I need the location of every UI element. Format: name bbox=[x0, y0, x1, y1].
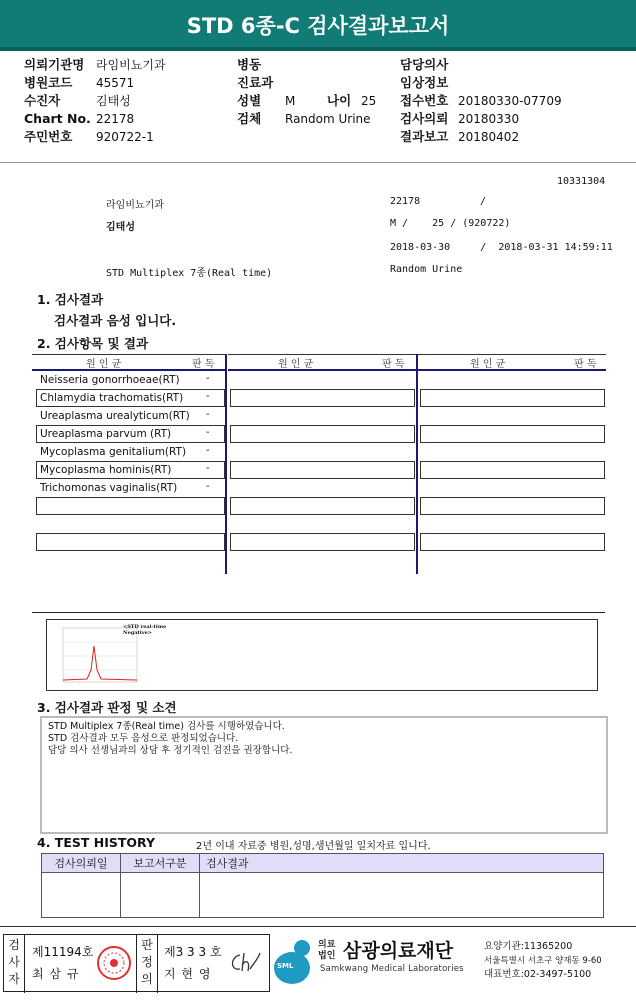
history-col-report-type: 보고서구분 bbox=[121, 854, 200, 873]
request-date-value: 20180330 bbox=[458, 112, 520, 126]
org-address: 서울특별시 서초구 양재동 9-60 bbox=[484, 956, 602, 966]
specimen-label: 검체 bbox=[237, 111, 262, 126]
patient-value: 김태성 bbox=[96, 94, 131, 108]
section4-title: 4. TEST HISTORY bbox=[37, 835, 156, 850]
report-code: 10331304 bbox=[557, 176, 606, 187]
organism-result: - bbox=[206, 373, 210, 384]
ward-label: 병동 bbox=[237, 57, 262, 72]
organism-result: - bbox=[206, 445, 210, 456]
specimen-value: Random Urine bbox=[285, 112, 371, 126]
summary-sex-age: M / 25 / (920722) bbox=[390, 218, 511, 229]
row-box bbox=[420, 497, 605, 515]
hospital-code-value: 45571 bbox=[96, 76, 135, 90]
summary-test: STD Multiplex 7종(Real time) bbox=[106, 268, 273, 279]
org-type-label: 의료법인 bbox=[318, 940, 336, 961]
row-box bbox=[230, 497, 415, 515]
row-box bbox=[420, 461, 605, 479]
org-name: 삼광의료재단 bbox=[343, 940, 454, 962]
doctor-signature-icon bbox=[226, 949, 262, 977]
age-value: 25 bbox=[361, 94, 377, 108]
sex-label: 성별 bbox=[237, 93, 262, 108]
resident-no-value: 920722-1 bbox=[96, 130, 154, 144]
footer-divider bbox=[0, 926, 636, 927]
signature-box bbox=[3, 934, 270, 992]
section-divider bbox=[32, 612, 605, 613]
doctor-license: 제3 3 3 호 bbox=[164, 945, 222, 959]
doctor-sign-label: 판정의 bbox=[136, 935, 158, 993]
hospital-code-label: 병원코드 bbox=[24, 75, 73, 90]
section1-result: 검사결과 음성 입니다. bbox=[54, 313, 177, 328]
row-box bbox=[420, 389, 605, 407]
organism-name: Mycoplasma hominis(RT) bbox=[40, 464, 172, 476]
org-contact bbox=[484, 940, 602, 982]
chart-no-label: Chart No. bbox=[24, 111, 91, 126]
inspector-label: 검사자 bbox=[4, 935, 25, 993]
graph-caption-1: <STD real-time bbox=[123, 624, 167, 630]
organism-name: Ureaplasma parvum (RT) bbox=[40, 428, 172, 440]
summary-dates: 2018-03-30 / 2018-03-31 14:59:11 bbox=[390, 242, 613, 253]
graph-caption-2: Negative> bbox=[123, 630, 152, 636]
opinion-box bbox=[40, 716, 608, 834]
section1-title: 1. 검사결과 bbox=[37, 292, 104, 307]
opinion-line: STD 검사결과 모두 음성으로 판정되었습니다. bbox=[48, 733, 239, 744]
organism-result: - bbox=[206, 463, 210, 474]
organism-result: - bbox=[206, 427, 210, 438]
dept-label: 진료과 bbox=[237, 75, 274, 90]
col1-organism-label: 원 인 균 bbox=[86, 359, 122, 370]
history-note: 2년 이내 자료중 병원,성명,생년월일 일치자료 입니다. bbox=[196, 841, 431, 852]
row-box bbox=[230, 389, 415, 407]
row-box bbox=[230, 533, 415, 551]
row-box bbox=[230, 425, 415, 443]
resident-no-label: 주민번호 bbox=[24, 129, 73, 144]
header-left bbox=[24, 56, 166, 146]
org-phone: 대표번호:02-3497-5100 bbox=[484, 969, 592, 980]
organism-result: - bbox=[206, 391, 210, 402]
title-underline bbox=[0, 47, 636, 51]
organism-result: - bbox=[206, 409, 210, 420]
receipt-no-label: 접수번호 bbox=[400, 93, 449, 108]
section2-title: 2. 검사항목 및 결과 bbox=[37, 336, 149, 351]
row-box bbox=[420, 533, 605, 551]
column-header-1 bbox=[32, 354, 226, 371]
col2-judge-label: 판 독 bbox=[382, 359, 405, 370]
care-code: 요양기관:11365200 bbox=[484, 941, 573, 952]
doctor-name: 지 현 영 bbox=[164, 967, 212, 981]
organism-name: Trichomonas vaginalis(RT) bbox=[40, 482, 178, 494]
history-table bbox=[41, 853, 604, 918]
patient-label: 수진자 bbox=[24, 93, 61, 108]
column-divider-2 bbox=[416, 354, 418, 574]
summary-chart: 22178 bbox=[390, 196, 421, 207]
age-label: 나이 bbox=[327, 93, 352, 108]
doctor-label: 담당의사 bbox=[400, 57, 449, 72]
report-date-label: 결과보고 bbox=[400, 129, 449, 144]
col3-judge-label: 판 독 bbox=[574, 359, 597, 370]
request-date-label: 검사의뢰 bbox=[400, 111, 449, 126]
inspector-name: 최 삼 규 bbox=[32, 967, 80, 981]
organism-name: Neisseria gonorrhoeae(RT) bbox=[40, 374, 180, 386]
col2-organism-label: 원 인 균 bbox=[278, 359, 314, 370]
summary-chart-slash: / bbox=[480, 196, 487, 207]
chart-no-value: 22178 bbox=[96, 112, 135, 126]
summary-specimen: Random Urine bbox=[390, 264, 463, 275]
column-header-2 bbox=[228, 354, 416, 371]
row-box bbox=[420, 425, 605, 443]
row-box bbox=[36, 533, 225, 551]
organism-name: Chlamydia trachomatis(RT) bbox=[40, 392, 184, 404]
history-col-result: 검사결과 bbox=[200, 854, 604, 873]
header-divider bbox=[0, 162, 636, 163]
organism-name: Ureaplasma urealyticum(RT) bbox=[40, 410, 190, 422]
header-middle bbox=[237, 56, 376, 128]
inspector-seal-icon bbox=[96, 945, 132, 981]
col3-organism-label: 원 인 균 bbox=[470, 359, 506, 370]
opinion-line: STD Multiplex 7종(Real time) 검사를 시행하였습니다. bbox=[48, 721, 285, 732]
column-divider-1 bbox=[225, 354, 227, 574]
row-box bbox=[230, 461, 415, 479]
history-cell bbox=[200, 873, 604, 918]
column-header-3 bbox=[418, 354, 606, 371]
header-right bbox=[400, 56, 562, 146]
opinion-line: 담당 의사 선생님과의 상담 후 정기적인 검진을 권장합니다. bbox=[48, 745, 293, 756]
org-name-english: Samkwang Medical Laboratories bbox=[320, 964, 464, 974]
history-col-request-date: 검사의뢰일 bbox=[42, 854, 121, 873]
col1-judge-label: 판 독 bbox=[192, 359, 215, 370]
organism-result: - bbox=[206, 481, 210, 492]
pcr-graph-frame bbox=[46, 619, 598, 691]
history-cell bbox=[42, 873, 121, 918]
organism-name: Mycoplasma genitalium(RT) bbox=[40, 446, 187, 458]
sex-value: M bbox=[285, 94, 296, 108]
clinic-value: 라임비뇨기과 bbox=[96, 58, 166, 72]
clinic-label: 의뢰기관명 bbox=[24, 57, 85, 72]
report-date-value: 20180402 bbox=[458, 130, 520, 144]
summary-name: 김태성 bbox=[106, 222, 135, 233]
sml-logo-text: SML bbox=[277, 962, 294, 970]
row-box bbox=[36, 497, 225, 515]
receipt-no-value: 20180330-07709 bbox=[458, 94, 562, 108]
inspector-license: 제11194호 bbox=[32, 945, 94, 959]
history-cell bbox=[121, 873, 200, 918]
summary-clinic: 라임비뇨기과 bbox=[106, 200, 164, 211]
section3-title: 3. 검사결과 판정 및 소견 bbox=[37, 700, 177, 715]
report-title: STD 6종-C 검사결과보고서 bbox=[0, 0, 636, 47]
clinical-info-label: 임상정보 bbox=[400, 75, 449, 90]
